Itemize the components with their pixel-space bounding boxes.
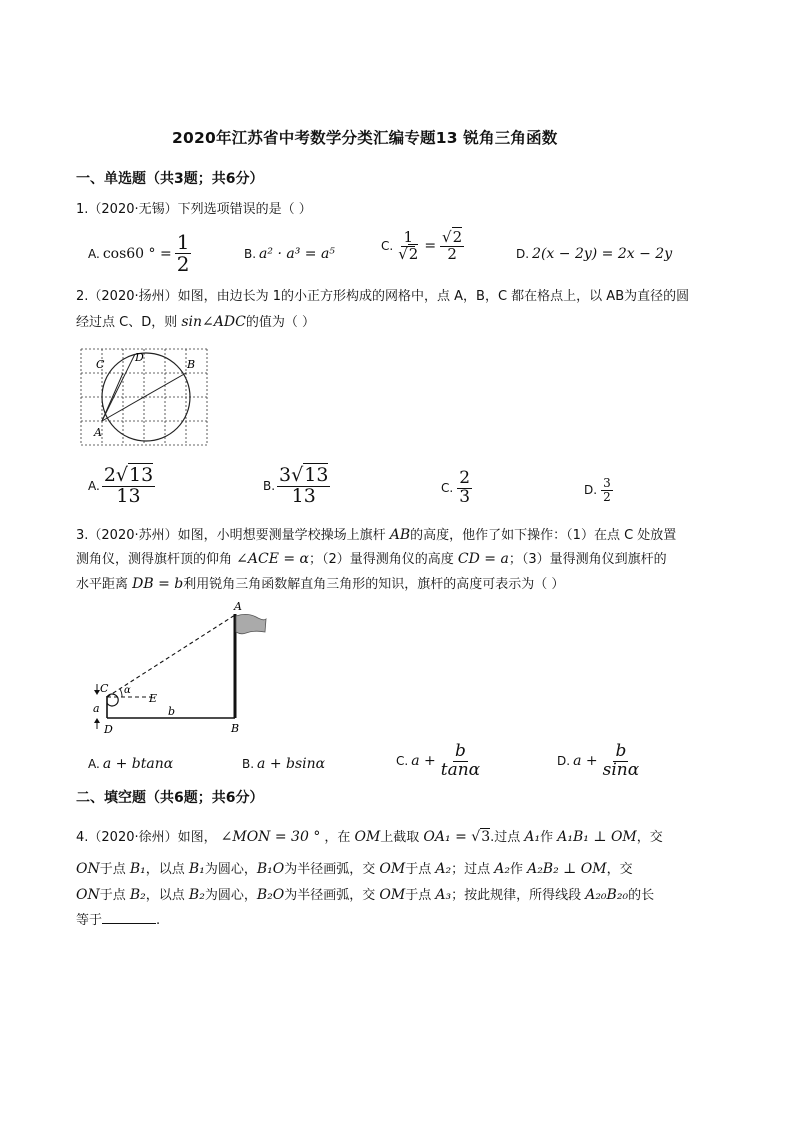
math-expression: A₂: [435, 861, 452, 877]
text: .: [156, 913, 161, 928]
fraction: [396, 230, 420, 263]
question-3-line-2: [76, 550, 667, 569]
text: 4.（2020·徐州）如图，: [76, 830, 217, 845]
point-label-a: A: [94, 426, 102, 439]
text: 水平距离: [76, 577, 133, 592]
side-label-a: a: [93, 702, 100, 715]
radicand: 2: [408, 244, 419, 263]
math-expression: ON: [76, 887, 100, 903]
math-expression: CD = a: [457, 551, 509, 567]
question-1-stem: 1.（2020·无锡）下列选项错误的是（ ）: [76, 202, 312, 217]
text: 作: [509, 862, 528, 877]
math-expression: A₂: [494, 861, 510, 877]
side-label-b: b: [168, 705, 176, 718]
option-expression: a² · a³ = a⁵: [259, 246, 335, 262]
fraction: [457, 470, 472, 507]
question-3-line-3: [76, 575, 564, 594]
text: ，在: [324, 830, 355, 845]
radicand: 3: [481, 829, 491, 845]
question-4-line-1: 4.（2020·徐州）如图， ∠MON = 30 ° ，在 OM上截取 OA₁ = √3.过点 A₁作 A₁B₁ ⊥ OM，交: [76, 829, 663, 845]
q2-option-a[interactable]: [88, 466, 155, 507]
text: 于点: [405, 862, 436, 877]
q3-option-a[interactable]: [88, 756, 173, 772]
fraction: [439, 743, 482, 780]
q1-option-d[interactable]: [516, 246, 672, 262]
option-label: A.: [88, 757, 100, 771]
math-expression: B₂: [188, 887, 205, 903]
math-expression: A₂₀B₂₀: [585, 887, 629, 903]
q2-option-d[interactable]: [584, 477, 613, 503]
text: 的长: [628, 888, 655, 903]
math-expression: ∠MON = 30 °: [220, 829, 321, 845]
math-expression: OM: [379, 861, 406, 877]
q2-option-c[interactable]: [441, 470, 472, 507]
radicand: 13: [129, 464, 154, 486]
math-expression: A₃: [435, 887, 452, 903]
denominator: 3: [459, 486, 471, 507]
math-expression: AB: [389, 527, 411, 543]
text: 于点: [99, 862, 130, 877]
numerator: 3√13: [279, 464, 329, 486]
denominator: tanα: [440, 759, 481, 780]
answer-blank[interactable]: [102, 923, 156, 924]
math-expression: A₂B₂ ⊥ OM: [527, 861, 607, 877]
math-expression: B₂O: [256, 887, 285, 903]
option-expression: a +: [411, 753, 436, 770]
math-expression: ON: [76, 861, 100, 877]
text: 的值为（ ）: [245, 315, 315, 330]
option-expression: 2(x − 2y) = 2x − 2y: [532, 246, 673, 262]
q2-grid-circle-figure: [79, 346, 214, 449]
text: ；按此规律，所得线段: [451, 888, 586, 903]
text: ；（2）量得测角仪的高度: [309, 552, 458, 567]
fraction: [601, 743, 642, 780]
text: 作: [540, 830, 558, 845]
text: 等于: [76, 913, 103, 928]
text: 为圆心，: [204, 888, 257, 903]
text: 经过点 C、D，则: [76, 315, 182, 330]
text: ；（3）量得测角仪到旗杆的: [508, 552, 667, 567]
denominator: 2: [603, 489, 611, 504]
question-4-line-4: [76, 912, 160, 930]
text: 于点: [99, 888, 130, 903]
question-4-line-2: [76, 860, 633, 879]
option-label: C.: [381, 239, 394, 254]
option-label: D.: [557, 754, 571, 769]
option-label: A.: [88, 479, 100, 494]
denominator: 2: [176, 252, 190, 276]
numerator: 2√13: [103, 464, 154, 486]
q2-option-b[interactable]: [263, 466, 330, 507]
denominator: 13: [116, 484, 141, 507]
q3-option-c[interactable]: [396, 743, 482, 780]
numerator: b: [454, 741, 466, 761]
text: 为半径画弧，交: [284, 888, 380, 903]
point-label-a: A: [234, 600, 242, 613]
text: ，以点: [145, 862, 189, 877]
text: 为圆心，: [204, 862, 257, 877]
option-label: B.: [263, 479, 276, 494]
option-label: D.: [516, 247, 530, 261]
point-label-d: D: [104, 723, 113, 736]
point-label-c: C: [96, 358, 105, 371]
q1-option-b[interactable]: [244, 246, 335, 262]
math-expression: B₁: [129, 861, 146, 877]
math-expression: B₁O: [256, 861, 285, 877]
math-expression: B₁: [188, 861, 205, 877]
page-title: 2020年江苏省中考数学分类汇编专题13 锐角三角函数: [172, 129, 558, 147]
numerator: b: [615, 741, 627, 761]
text: ，以点: [145, 888, 189, 903]
fraction: [601, 477, 613, 503]
point-label-b: B: [187, 358, 196, 371]
q3-option-d[interactable]: [557, 743, 641, 780]
option-label: C.: [441, 481, 454, 496]
option-expression: a + btanα: [102, 756, 174, 772]
numerator: 1: [403, 228, 414, 246]
arrowhead-up-icon: [94, 718, 100, 723]
math-expression: OM: [354, 829, 381, 845]
question-3-line-1: [76, 526, 676, 545]
question-4-line-3: [76, 886, 654, 905]
text: 3.（2020·苏州）如图，小明想要测量学校操场上旗杆: [76, 528, 390, 543]
text: ，交: [606, 862, 633, 877]
option-label: A.: [88, 246, 100, 261]
q3-option-b[interactable]: [242, 756, 325, 772]
point-label-b: B: [231, 722, 240, 735]
math-expression: sin∠ADC: [181, 314, 246, 330]
angle-label-alpha: α: [124, 685, 131, 696]
text: ；过点: [451, 862, 495, 877]
fraction: [277, 466, 330, 507]
coefficient: 3: [279, 464, 292, 486]
section-heading-single-choice: 一、单选题（共3题；共6分）: [76, 171, 264, 187]
math-expression: OA₁ =: [423, 829, 472, 845]
option-expression: a +: [573, 753, 598, 770]
option-expression: cos60 ° =: [102, 245, 172, 262]
option-label: B.: [242, 757, 255, 771]
option-label: C.: [396, 754, 409, 769]
question-2-line-1: 2.（2020·扬州）如图，由边长为 1的小正方形构成的网格中，点 A，B，C 都在格点上，以 AB为直径的圆: [76, 289, 690, 304]
text: 的高度，他作了如下操作：（1）在点 C 处放置: [410, 528, 677, 543]
option-label: D.: [584, 483, 598, 498]
equals-sign: =: [424, 238, 437, 255]
math-expression: A₁: [524, 829, 541, 845]
radicand: 2: [452, 228, 463, 246]
text: .过点: [490, 830, 525, 845]
text: 测角仪，测得旗杆顶的仰角: [76, 552, 237, 567]
denominator: √2: [398, 244, 419, 263]
text: 上截取: [380, 830, 424, 845]
radicand: 13: [304, 464, 329, 486]
text: 于点: [405, 888, 436, 903]
denominator: sinα: [602, 759, 640, 780]
fraction: [175, 232, 192, 275]
numerator: √2: [442, 228, 463, 246]
q1-option-c[interactable]: [381, 230, 464, 263]
numerator: 1: [176, 230, 190, 254]
section-heading-fill-blank: 二、填空题（共6题；共6分）: [76, 790, 264, 806]
math-expression: OM: [379, 887, 406, 903]
text: 利用锐角三角函数解直角三角形的知识，旗杆的高度可表示为（ ）: [183, 577, 565, 592]
fraction: [102, 466, 155, 507]
math-expression: ∠ACE = α: [236, 551, 309, 567]
point-label-c: C: [100, 682, 109, 695]
flag: [236, 614, 266, 633]
point-label-e: E: [149, 692, 158, 705]
point-label-d: D: [135, 351, 144, 364]
text: 为半径画弧，交: [284, 862, 380, 877]
option-label: B.: [244, 247, 257, 261]
math-expression: B₂: [129, 887, 146, 903]
numerator: 3: [603, 476, 611, 490]
question-2-line-2: [76, 313, 315, 332]
denominator: 13: [291, 484, 316, 507]
math-expression: A₁B₁ ⊥ OM: [557, 829, 637, 845]
angle-arc: [120, 689, 122, 697]
numerator: 2: [459, 468, 471, 488]
q3-flagpole-figure: [86, 596, 276, 744]
math-expression: DB = b: [132, 576, 184, 592]
option-expression: a + bsinα: [257, 756, 326, 772]
q1-option-a[interactable]: [88, 232, 191, 275]
fraction: [440, 230, 464, 263]
denominator: 2: [447, 244, 457, 263]
coefficient: 2: [103, 464, 116, 486]
text: ，交: [636, 830, 663, 845]
